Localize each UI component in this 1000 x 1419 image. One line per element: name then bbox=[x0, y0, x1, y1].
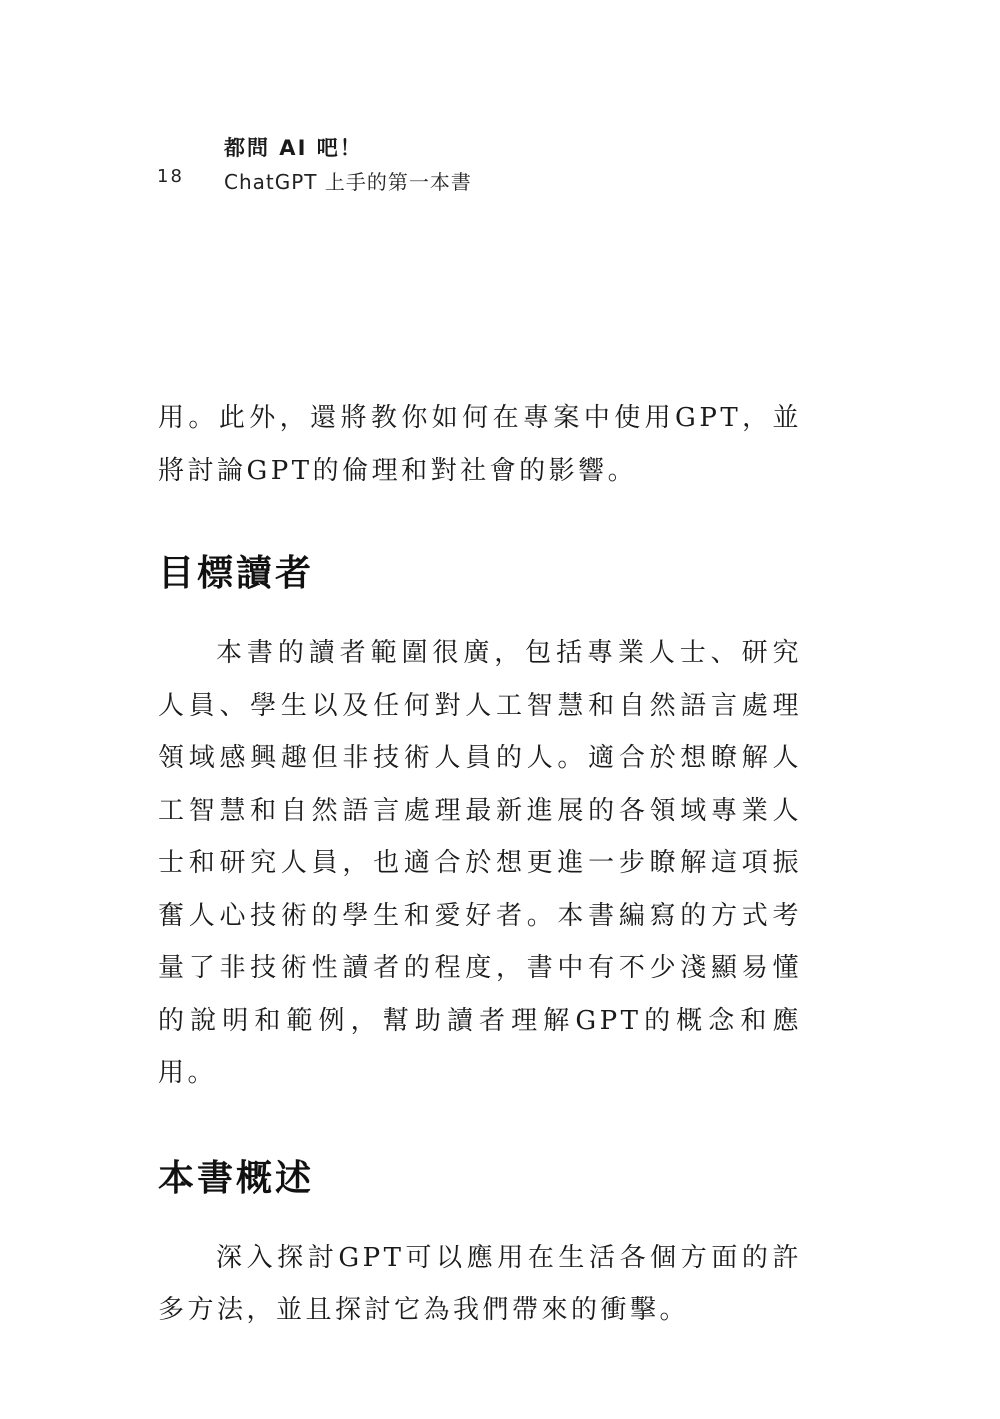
section-heading-book-overview: 本書概述 bbox=[158, 1156, 315, 1199]
page-content bbox=[158, 392, 802, 1337]
target-readers-paragraph: 本書的讀者範圍很廣，包括專業人士、研究人員、學生以及任何對人工智慧和自然語言處理領域感興趣但非技術人員的人。適合於想瞭解人工智慧和自然語言處理最新進展的各領域專業人士和研究人員，也適合於想更進一步瞭解這項振奮人心技術的學生和愛好者。本書編寫的方式考量了非技術性讀者的程度，書中有不少淺顯易懂的說明和範例，幫助讀者理解GPT的概念和應用。 bbox=[158, 638, 802, 1088]
book-overview-paragraph: 深入探討GPT可以應用在生活各個方面的許多方法，並且探討它為我們帶來的衝擊。 bbox=[158, 1242, 802, 1325]
page-number: 18 bbox=[157, 166, 184, 187]
section-heading-target-readers: 目標讀者 bbox=[158, 552, 315, 594]
book-subtitle: ChatGPT 上手的第一本書 bbox=[224, 170, 472, 194]
running-header bbox=[0, 132, 1000, 202]
book-title: 都問 AI 吧！ bbox=[224, 136, 363, 160]
intro-paragraph: 用。此外，還將教你如何在專案中使用GPT，並將討論GPT的倫理和對社會的影響。 bbox=[158, 403, 802, 486]
